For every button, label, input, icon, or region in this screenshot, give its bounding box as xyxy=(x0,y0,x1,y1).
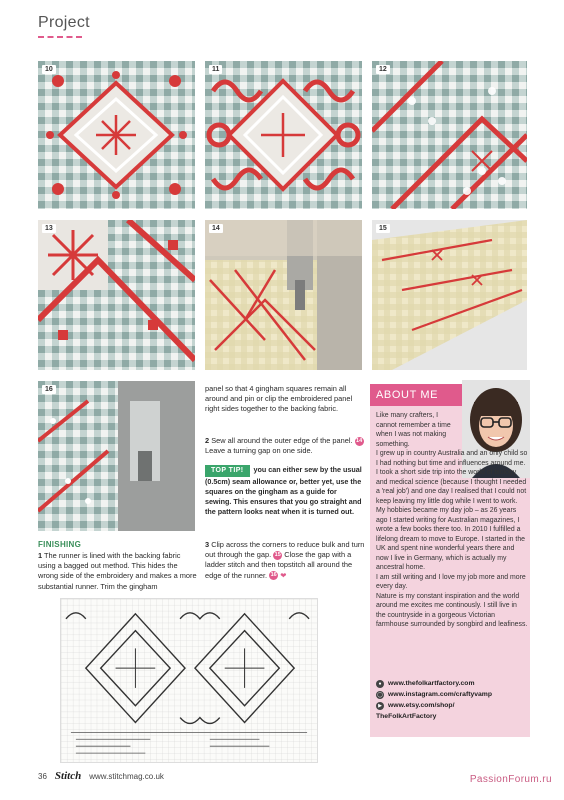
top-tip-badge: TOP TIP! xyxy=(205,465,250,477)
cross-stitch-chart xyxy=(60,598,318,763)
photo-step-11 xyxy=(205,61,362,209)
photo-number: 11 xyxy=(209,65,222,74)
photo-step-15 xyxy=(372,220,527,370)
photo-number: 15 xyxy=(376,224,390,233)
step-text: Close the gap with a ladder stitch and then topstitch all around the edge of the runner. xyxy=(205,550,353,580)
step-number: 2 xyxy=(205,436,210,445)
finishing-step-1 xyxy=(38,551,198,594)
step-text: The runner is lined with the backing fabric using a bagged out method. This hides the wrong side of the embroidery and makes a more substantial runner. Trim the gingham xyxy=(38,551,197,591)
photo-step-14 xyxy=(205,220,362,370)
link-website[interactable] xyxy=(376,678,526,689)
link-text[interactable]: www.etsy.com/shop/ xyxy=(388,702,455,709)
top-tip-text: you can either sew by the usual (0.5cm) seam allowance or, better yet, use the squares on the gingham as a guide for sewing. This ensures that you go straight and the pattern looks neat when it is turned out. xyxy=(205,465,362,516)
step-2 xyxy=(205,436,365,458)
link-text[interactable]: www.thefolkartfactory.com xyxy=(388,680,475,687)
step-1-continued xyxy=(205,384,363,417)
link-instagram[interactable] xyxy=(376,689,526,700)
instagram-icon: ◯ xyxy=(377,691,383,698)
step-text: Leave a turning gap on one side. xyxy=(205,446,313,456)
about-me-heading: ABOUT ME xyxy=(370,384,463,406)
section-label: Project xyxy=(38,14,90,31)
step-text: Clip across the corners to reduce bulk and turn out through the gap. xyxy=(205,540,365,560)
photo-ref-badge: 15 xyxy=(274,551,281,558)
play-icon: ▶ xyxy=(376,702,384,710)
top-tip xyxy=(205,465,365,517)
about-paragraph: Like many crafters, I cannot remember a time when I was not making something. xyxy=(376,412,451,448)
step-1-continuation: panel so that 4 gingham squares remain all around and pin or clip the embroidered panel right sides together to the backing fabric. xyxy=(205,384,353,414)
photo-number: 12 xyxy=(376,65,390,74)
step-number: 3 xyxy=(205,540,210,549)
page-number: 36 xyxy=(38,772,47,781)
photo-step-10 xyxy=(38,61,195,209)
watermark: PassionForum.ru xyxy=(469,774,552,785)
about-me-text xyxy=(376,411,528,630)
photo-step-16 xyxy=(38,381,195,531)
link-etsy[interactable] xyxy=(376,700,526,711)
about-paragraph: Nature is my constant inspiration and the world around me excites me continously. I still live in the countryside in a gorgeous Victorian farmhouse surrounded by songbird and leafiness. xyxy=(376,592,528,628)
globe-icon: ● xyxy=(376,680,384,688)
photo-step-12 xyxy=(372,61,527,209)
magazine-logo: Stitch xyxy=(54,770,82,782)
photo-number: 16 xyxy=(42,385,56,394)
link-text-continued[interactable]: TheFolkArtFactory xyxy=(376,713,437,720)
photo-number: 14 xyxy=(209,224,223,233)
step-text: Sew all around the outer edge of the panel. xyxy=(211,436,353,445)
section-divider xyxy=(38,36,82,38)
step-3 xyxy=(205,540,365,583)
author-links xyxy=(376,678,526,722)
photo-number: 10 xyxy=(42,65,56,74)
photo-number: 13 xyxy=(42,224,56,233)
heart-icon: ❤ xyxy=(280,570,287,580)
photo-ref-badge: 16 xyxy=(270,572,277,579)
about-paragraph: I grew up in country Australia and an only child so I had nothing but time and influences around me. I took a short side trip into the world of biology and medical science (because I thought I needed a 'real job') and one day I realised that I could not keep leaving my little dog while I went to work. My hobbies became my day job – as 26 years ago I started writing for Australian magazines, I wrote a few books there too. In 2010 I fulfilled a lifelong dream to move to Europe. I started in the UK and spent nine wonderful years there and now I live in Germany, which is actually my ancestral home. xyxy=(376,450,528,571)
magazine-url[interactable]: www.stitchmag.co.uk xyxy=(89,772,164,781)
photo-ref-badge: 14 xyxy=(356,437,363,444)
step-number: 1 xyxy=(38,551,43,560)
photo-step-13 xyxy=(38,220,195,370)
finishing-heading: FINISHING xyxy=(38,540,82,549)
about-paragraph: I am still writing and I love my job more and more every day. xyxy=(376,573,526,590)
page-footer xyxy=(38,770,164,782)
link-text[interactable]: www.instagram.com/craftyvamp xyxy=(388,691,493,698)
